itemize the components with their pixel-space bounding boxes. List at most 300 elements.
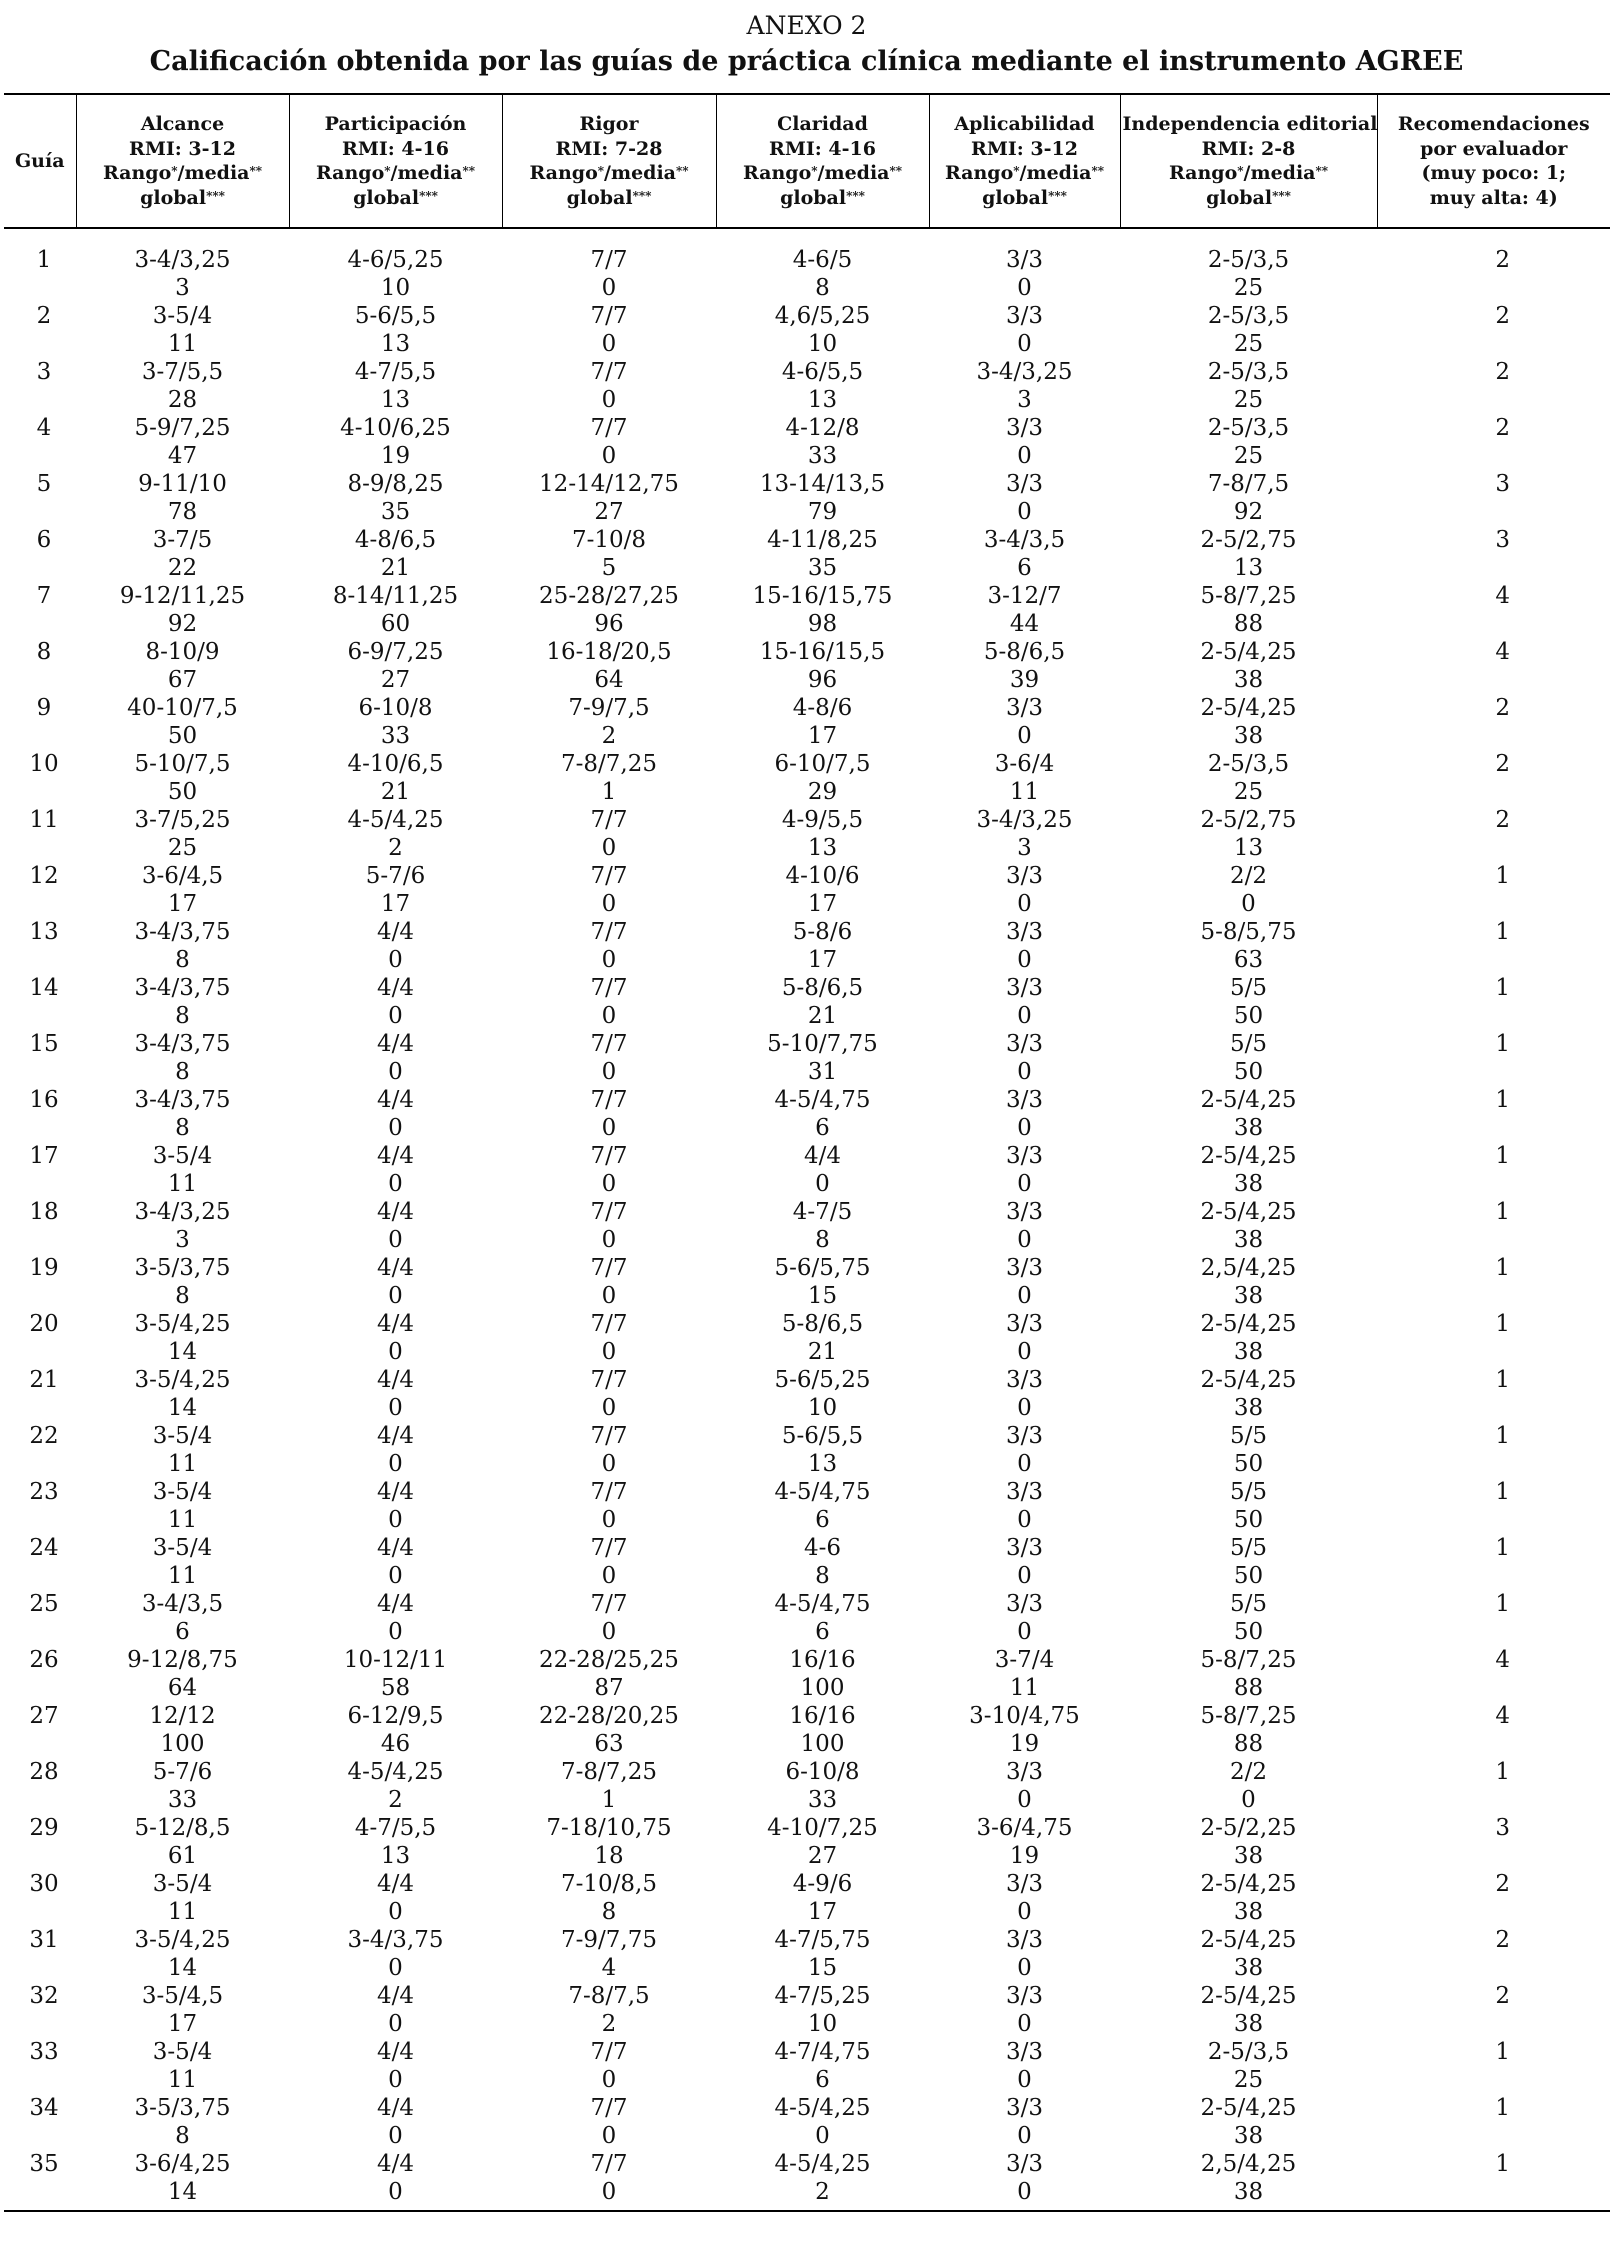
independencia-global: 38 bbox=[1233, 1899, 1264, 1925]
aplicabilidad-global: 44 bbox=[1009, 611, 1040, 637]
cell-claridad bbox=[716, 750, 929, 806]
cell-aplicabilidad bbox=[929, 1926, 1120, 1982]
cell-participacion bbox=[289, 1590, 502, 1646]
cell-rigor bbox=[502, 974, 716, 1030]
cell-participacion bbox=[289, 2150, 502, 2211]
participacion-global: 21 bbox=[380, 555, 411, 581]
cell-alcance bbox=[76, 1478, 289, 1534]
rigor-range-mean: 7/7 bbox=[590, 1143, 628, 1169]
participacion-global: 0 bbox=[388, 1395, 403, 1421]
aplicabilidad-range-mean: 3/3 bbox=[1005, 415, 1043, 441]
cell-rigor bbox=[502, 1422, 716, 1478]
cell-independencia bbox=[1120, 302, 1377, 358]
table-title: Calificación obtenida por las guías de práctica clínica mediante el instrumento AGREE bbox=[149, 46, 1464, 77]
rigor-range-mean: 7/7 bbox=[590, 1087, 628, 1113]
cell-aplicabilidad bbox=[929, 302, 1120, 358]
cell-aplicabilidad bbox=[929, 638, 1120, 694]
cell-aplicabilidad bbox=[929, 414, 1120, 470]
cell-alcance bbox=[76, 1870, 289, 1926]
guia-number: 2 bbox=[36, 303, 52, 329]
cell-independencia bbox=[1120, 1254, 1377, 1310]
participacion-range-mean: 4/4 bbox=[376, 2151, 414, 2177]
cell-independencia bbox=[1120, 526, 1377, 582]
cell-claridad bbox=[716, 1142, 929, 1198]
alcance-global: 8 bbox=[175, 1003, 190, 1029]
participacion-range-mean: 4/4 bbox=[376, 1535, 414, 1561]
cell-independencia bbox=[1120, 1590, 1377, 1646]
rigor-global: 2 bbox=[601, 2011, 617, 2037]
alcance-range-mean: 40-10/7,5 bbox=[127, 695, 238, 721]
claridad-range-mean: 6-10/7,5 bbox=[774, 751, 871, 777]
table-row bbox=[4, 1534, 1610, 1590]
alcance-global: 8 bbox=[175, 1059, 190, 1085]
cell-aplicabilidad bbox=[929, 228, 1120, 302]
cell-claridad bbox=[716, 1646, 929, 1702]
alcance-global: 33 bbox=[167, 1787, 198, 1813]
alcance-global: 3 bbox=[175, 1227, 190, 1253]
alcance-range-mean: 3-5/4 bbox=[152, 1479, 213, 1505]
independencia-global: 88 bbox=[1233, 1675, 1264, 1701]
participacion-range-mean: 10-12/11 bbox=[343, 1647, 448, 1673]
cell-aplicabilidad bbox=[929, 2094, 1120, 2150]
rigor-range-mean: 7-8/7,25 bbox=[561, 1759, 657, 1785]
independencia-global: 38 bbox=[1233, 723, 1264, 749]
table-row bbox=[4, 1366, 1610, 1422]
aplicabilidad-global: 3 bbox=[1017, 387, 1032, 413]
cell-alcance bbox=[76, 1198, 289, 1254]
rigor-range-mean: 7-10/8,5 bbox=[561, 1871, 657, 1897]
cell-aplicabilidad bbox=[929, 1254, 1120, 1310]
cell-alcance bbox=[76, 302, 289, 358]
aplicabilidad-range-mean: 3/3 bbox=[1005, 1143, 1043, 1169]
header-line: Rango*/media** bbox=[529, 162, 689, 184]
alcance-range-mean: 5-12/8,5 bbox=[134, 1815, 231, 1841]
alcance-range-mean: 3-5/3,75 bbox=[134, 1255, 231, 1281]
cell-claridad bbox=[716, 582, 929, 638]
independencia-range-mean: 2-5/3,5 bbox=[1207, 415, 1290, 441]
table-row bbox=[4, 2094, 1610, 2150]
aplicabilidad-range-mean: 3/3 bbox=[1005, 975, 1043, 1001]
aplicabilidad-global: 0 bbox=[1017, 2011, 1032, 2037]
claridad-global: 79 bbox=[807, 499, 838, 525]
cell-alcance bbox=[76, 750, 289, 806]
independencia-global: 50 bbox=[1233, 1619, 1264, 1645]
cell-independencia bbox=[1120, 1478, 1377, 1534]
cell-recomendaciones: 1 bbox=[1495, 1199, 1510, 1225]
claridad-global: 21 bbox=[807, 1339, 838, 1365]
guia-number: 34 bbox=[29, 2095, 59, 2121]
table-row bbox=[4, 694, 1610, 750]
cell-rigor bbox=[502, 1030, 716, 1086]
guia-number: 14 bbox=[29, 975, 59, 1001]
independencia-global: 50 bbox=[1233, 1507, 1264, 1533]
rigor-global: 0 bbox=[601, 835, 617, 861]
cell-claridad bbox=[716, 638, 929, 694]
alcance-global: 47 bbox=[167, 443, 198, 469]
independencia-global: 38 bbox=[1233, 1171, 1264, 1197]
claridad-global: 0 bbox=[815, 2123, 830, 2149]
alcance-global: 67 bbox=[167, 667, 198, 693]
rigor-range-mean: 25-28/27,25 bbox=[539, 583, 679, 609]
claridad-range-mean: 5-10/7,75 bbox=[767, 1031, 878, 1057]
cell-independencia bbox=[1120, 694, 1377, 750]
cell-aplicabilidad bbox=[929, 1870, 1120, 1926]
independencia-range-mean: 2,5/4,25 bbox=[1200, 1255, 1297, 1281]
rigor-range-mean: 7-8/7,25 bbox=[561, 751, 657, 777]
participacion-global: 0 bbox=[388, 1451, 403, 1477]
cell-recomendaciones: 1 bbox=[1495, 1311, 1510, 1337]
cell-participacion bbox=[289, 1142, 502, 1198]
independencia-range-mean: 5-8/7,25 bbox=[1200, 1647, 1297, 1673]
cell-claridad bbox=[716, 1982, 929, 2038]
cell-independencia bbox=[1120, 1030, 1377, 1086]
aplicabilidad-range-mean: 3/3 bbox=[1005, 1367, 1043, 1393]
claridad-range-mean: 4-8/6 bbox=[792, 695, 853, 721]
claridad-range-mean: 5-8/6,5 bbox=[781, 975, 864, 1001]
cell-rigor bbox=[502, 1366, 716, 1422]
table-row bbox=[4, 228, 1610, 302]
cell-claridad bbox=[716, 974, 929, 1030]
header-line: Rango*/media** bbox=[944, 162, 1105, 184]
cell-alcance bbox=[76, 974, 289, 1030]
cell-rigor bbox=[502, 862, 716, 918]
cell-alcance bbox=[76, 470, 289, 526]
cell-aplicabilidad bbox=[929, 806, 1120, 862]
rigor-global: 0 bbox=[601, 2179, 617, 2205]
cell-claridad bbox=[716, 2038, 929, 2094]
claridad-global: 10 bbox=[807, 2011, 838, 2037]
rigor-range-mean: 7/7 bbox=[590, 863, 628, 889]
participacion-global: 0 bbox=[388, 1059, 403, 1085]
rigor-global: 0 bbox=[601, 1395, 617, 1421]
alcance-range-mean: 5-10/7,5 bbox=[134, 751, 231, 777]
cell-rigor bbox=[502, 1590, 716, 1646]
participacion-range-mean: 6-12/9,5 bbox=[347, 1703, 444, 1729]
cell-rigor bbox=[502, 806, 716, 862]
participacion-range-mean: 4/4 bbox=[376, 1983, 414, 2009]
cell-aplicabilidad bbox=[929, 2150, 1120, 2211]
independencia-global: 88 bbox=[1233, 1731, 1264, 1757]
cell-participacion bbox=[289, 1534, 502, 1590]
cell-participacion bbox=[289, 228, 502, 302]
participacion-range-mean: 4-7/5,5 bbox=[354, 1815, 437, 1841]
rigor-range-mean: 22-28/25,25 bbox=[539, 1647, 679, 1673]
cell-recomendaciones: 4 bbox=[1495, 583, 1510, 609]
claridad-global: 33 bbox=[807, 1787, 838, 1813]
claridad-range-mean: 13-14/13,5 bbox=[759, 471, 886, 497]
cell-alcance bbox=[76, 228, 289, 302]
claridad-global: 17 bbox=[807, 947, 838, 973]
claridad-range-mean: 4/4 bbox=[803, 1143, 841, 1169]
cell-recomendaciones: 1 bbox=[1495, 1031, 1510, 1057]
rigor-range-mean: 7/7 bbox=[590, 2039, 628, 2065]
independencia-range-mean: 2-5/2,75 bbox=[1200, 807, 1297, 833]
guia-number: 19 bbox=[29, 1255, 59, 1281]
cell-rigor bbox=[502, 358, 716, 414]
independencia-global: 25 bbox=[1233, 2067, 1264, 2093]
claridad-range-mean: 4-5/4,75 bbox=[774, 1479, 871, 1505]
table-row bbox=[4, 470, 1610, 526]
header-line: RMI: 7-28 bbox=[555, 137, 663, 160]
aplicabilidad-global: 0 bbox=[1017, 1563, 1032, 1589]
cell-participacion bbox=[289, 1758, 502, 1814]
cell-recomendaciones: 4 bbox=[1495, 639, 1510, 665]
cell-rigor bbox=[502, 1926, 716, 1982]
aplicabilidad-global: 0 bbox=[1017, 1451, 1032, 1477]
cell-alcance bbox=[76, 694, 289, 750]
aplicabilidad-range-mean: 3/3 bbox=[1005, 1759, 1043, 1785]
independencia-global: 38 bbox=[1233, 1395, 1264, 1421]
rigor-global: 0 bbox=[601, 1283, 617, 1309]
independencia-range-mean: 2-5/4,25 bbox=[1200, 1311, 1297, 1337]
independencia-range-mean: 2-5/3,5 bbox=[1207, 2039, 1290, 2065]
header-rigor bbox=[502, 94, 716, 228]
rigor-global: 0 bbox=[601, 1227, 617, 1253]
independencia-global: 38 bbox=[1233, 667, 1264, 693]
cell-participacion bbox=[289, 1198, 502, 1254]
alcance-global: 22 bbox=[167, 555, 198, 581]
table-row bbox=[4, 918, 1610, 974]
independencia-range-mean: 7-8/7,5 bbox=[1207, 471, 1290, 497]
alcance-range-mean: 3-5/4 bbox=[152, 1423, 213, 1449]
participacion-range-mean: 4/4 bbox=[376, 1479, 414, 1505]
alcance-range-mean: 3-4/3,25 bbox=[134, 247, 231, 273]
aplicabilidad-range-mean: 5-8/6,5 bbox=[983, 639, 1066, 665]
claridad-global: 31 bbox=[807, 1059, 838, 1085]
independencia-global: 50 bbox=[1233, 1059, 1264, 1085]
rigor-global: 0 bbox=[601, 1059, 617, 1085]
claridad-range-mean: 5-6/5,5 bbox=[781, 1423, 864, 1449]
alcance-range-mean: 3-5/4 bbox=[152, 1143, 213, 1169]
cell-recomendaciones: 2 bbox=[1495, 1983, 1510, 2009]
rigor-range-mean: 12-14/12,75 bbox=[539, 471, 679, 497]
rigor-global: 1 bbox=[601, 779, 617, 805]
alcance-global: 8 bbox=[175, 1115, 190, 1141]
cell-rigor bbox=[502, 582, 716, 638]
independencia-global: 63 bbox=[1233, 947, 1264, 973]
rigor-global: 0 bbox=[601, 1507, 617, 1533]
participacion-range-mean: 4/4 bbox=[376, 919, 414, 945]
aplicabilidad-range-mean: 3-10/4,75 bbox=[969, 1703, 1080, 1729]
aplicabilidad-global: 0 bbox=[1017, 2179, 1032, 2205]
aplicabilidad-range-mean: 3-12/7 bbox=[987, 583, 1062, 609]
independencia-range-mean: 5/5 bbox=[1229, 1479, 1267, 1505]
guia-number: 27 bbox=[29, 1703, 59, 1729]
header-line: global*** bbox=[1206, 186, 1291, 209]
cell-independencia bbox=[1120, 918, 1377, 974]
claridad-range-mean: 5-6/5,75 bbox=[774, 1255, 871, 1281]
rigor-global: 2 bbox=[601, 723, 617, 749]
annex-label: ANEXO 2 bbox=[746, 11, 867, 40]
cell-claridad bbox=[716, 2150, 929, 2211]
independencia-range-mean: 2-5/4,25 bbox=[1200, 1367, 1297, 1393]
alcance-range-mean: 9-12/11,25 bbox=[119, 583, 246, 609]
rigor-global: 64 bbox=[594, 667, 624, 693]
cell-independencia bbox=[1120, 974, 1377, 1030]
guia-number: 3 bbox=[36, 359, 52, 385]
participacion-range-mean: 4/4 bbox=[376, 1255, 414, 1281]
independencia-range-mean: 5/5 bbox=[1229, 1423, 1267, 1449]
claridad-range-mean: 4-6 bbox=[803, 1535, 842, 1561]
claridad-global: 6 bbox=[815, 1619, 830, 1645]
guia-number: 26 bbox=[29, 1647, 59, 1673]
cell-claridad bbox=[716, 302, 929, 358]
participacion-range-mean: 4/4 bbox=[376, 1031, 414, 1057]
independencia-global: 38 bbox=[1233, 1339, 1264, 1365]
alcance-range-mean: 9-11/10 bbox=[138, 471, 227, 497]
claridad-global: 27 bbox=[807, 1843, 838, 1869]
cell-claridad bbox=[716, 1086, 929, 1142]
aplicabilidad-global: 0 bbox=[1017, 1283, 1032, 1309]
cell-recomendaciones: 1 bbox=[1495, 1255, 1510, 1281]
cell-claridad bbox=[716, 526, 929, 582]
cell-recomendaciones: 1 bbox=[1495, 1591, 1510, 1617]
rigor-global: 0 bbox=[601, 947, 617, 973]
table-row bbox=[4, 2038, 1610, 2094]
claridad-global: 21 bbox=[807, 1003, 838, 1029]
rigor-global: 87 bbox=[594, 1675, 624, 1701]
cell-recomendaciones: 1 bbox=[1495, 975, 1510, 1001]
cell-participacion bbox=[289, 1926, 502, 1982]
guia-number: 35 bbox=[4, 2150, 76, 2211]
cell-claridad bbox=[716, 1310, 929, 1366]
alcance-range-mean: 3-6/4,25 bbox=[134, 2151, 231, 2177]
cell-alcance bbox=[76, 1646, 289, 1702]
participacion-range-mean: 4/4 bbox=[376, 1871, 414, 1897]
rigor-range-mean: 7/7 bbox=[590, 1367, 628, 1393]
independencia-global: 38 bbox=[1233, 1955, 1264, 1981]
claridad-global: 13 bbox=[807, 387, 838, 413]
alcance-global: 78 bbox=[167, 499, 198, 525]
participacion-global: 0 bbox=[388, 2123, 403, 2149]
cell-alcance bbox=[76, 1422, 289, 1478]
participacion-range-mean: 5-7/6 bbox=[365, 863, 426, 889]
cell-alcance bbox=[76, 2150, 289, 2211]
aplicabilidad-global: 0 bbox=[1017, 1619, 1032, 1645]
rigor-global: 8 bbox=[601, 1899, 617, 1925]
independencia-range-mean: 5/5 bbox=[1229, 1031, 1267, 1057]
cell-claridad bbox=[716, 1814, 929, 1870]
table-row bbox=[4, 1310, 1610, 1366]
alcance-range-mean: 3-4/3,75 bbox=[134, 919, 231, 945]
alcance-global: 14 bbox=[167, 1955, 198, 1981]
cell-rigor bbox=[502, 750, 716, 806]
rigor-global: 0 bbox=[601, 1451, 617, 1477]
cell-alcance bbox=[76, 1254, 289, 1310]
participacion-global: 2 bbox=[388, 1787, 403, 1813]
independencia-range-mean: 2-5/3,5 bbox=[1207, 247, 1290, 273]
rigor-global: 27 bbox=[594, 499, 624, 525]
claridad-range-mean: 4-9/6 bbox=[792, 1871, 853, 1897]
rigor-range-mean: 7/7 bbox=[590, 2095, 628, 2121]
claridad-global: 13 bbox=[807, 835, 838, 861]
cell-alcance bbox=[76, 1926, 289, 1982]
guia-number: 33 bbox=[29, 2039, 59, 2065]
header-line: Rango*/media** bbox=[315, 162, 476, 184]
independencia-range-mean: 2-5/3,5 bbox=[1207, 303, 1290, 329]
guia-number: 25 bbox=[29, 1591, 59, 1617]
header-aplicabilidad bbox=[929, 94, 1120, 228]
participacion-global: 60 bbox=[380, 611, 411, 637]
alcance-global: 11 bbox=[167, 1171, 198, 1197]
aplicabilidad-range-mean: 3-4/3,25 bbox=[976, 359, 1073, 385]
alcance-range-mean: 3-5/3,75 bbox=[134, 2095, 231, 2121]
rigor-range-mean: 7/7 bbox=[590, 919, 628, 945]
rigor-range-mean: 7/7 bbox=[590, 1479, 628, 1505]
aplicabilidad-range-mean: 3/3 bbox=[1005, 1199, 1043, 1225]
rigor-range-mean: 7/7 bbox=[590, 1311, 628, 1337]
independencia-range-mean: 2-5/4,25 bbox=[1200, 1199, 1297, 1225]
table-row bbox=[4, 1870, 1610, 1926]
cell-independencia bbox=[1120, 1702, 1377, 1758]
header-line: global*** bbox=[140, 186, 225, 209]
header-line: Recomendaciones bbox=[1397, 113, 1590, 135]
cell-participacion bbox=[289, 918, 502, 974]
rigor-range-mean: 16-18/20,5 bbox=[546, 639, 672, 665]
alcance-global: 11 bbox=[167, 1563, 198, 1589]
guia-number: 23 bbox=[29, 1479, 59, 1505]
table-row bbox=[4, 1030, 1610, 1086]
participacion-global: 13 bbox=[380, 331, 411, 357]
aplicabilidad-global: 11 bbox=[1009, 1675, 1040, 1701]
claridad-range-mean: 4-5/4,75 bbox=[774, 1591, 871, 1617]
cell-aplicabilidad bbox=[929, 1982, 1120, 2038]
alcance-range-mean: 8-10/9 bbox=[145, 639, 220, 665]
cell-aplicabilidad bbox=[929, 862, 1120, 918]
cell-aplicabilidad bbox=[929, 694, 1120, 750]
rigor-global: 0 bbox=[601, 331, 617, 357]
independencia-global: 0 bbox=[1241, 891, 1256, 917]
independencia-global: 50 bbox=[1233, 1003, 1264, 1029]
independencia-range-mean: 2-5/3,5 bbox=[1207, 359, 1290, 385]
rigor-global: 0 bbox=[601, 2067, 617, 2093]
alcance-global: 64 bbox=[167, 1675, 198, 1701]
cell-rigor bbox=[502, 1646, 716, 1702]
independencia-range-mean: 2-5/2,25 bbox=[1200, 1815, 1297, 1841]
participacion-global: 0 bbox=[388, 2067, 403, 2093]
aplicabilidad-range-mean: 3/3 bbox=[1005, 1479, 1043, 1505]
independencia-global: 0 bbox=[1241, 1787, 1256, 1813]
cell-aplicabilidad bbox=[929, 1646, 1120, 1702]
guia-number: 22 bbox=[29, 1423, 59, 1449]
alcance-global: 8 bbox=[175, 947, 190, 973]
rigor-global: 0 bbox=[601, 1563, 617, 1589]
claridad-global: 10 bbox=[807, 331, 838, 357]
participacion-global: 19 bbox=[380, 443, 411, 469]
participacion-global: 0 bbox=[388, 1283, 403, 1309]
cell-participacion bbox=[289, 1982, 502, 2038]
aplicabilidad-global: 0 bbox=[1017, 2123, 1032, 2149]
aplicabilidad-range-mean: 3/3 bbox=[1005, 919, 1043, 945]
cell-alcance bbox=[76, 2094, 289, 2150]
claridad-global: 17 bbox=[807, 891, 838, 917]
alcance-global: 11 bbox=[167, 1507, 198, 1533]
cell-recomendaciones: 2 bbox=[1495, 1927, 1510, 1953]
header-line: RMI: 4-16 bbox=[342, 137, 449, 160]
rigor-global: 0 bbox=[601, 891, 617, 917]
independencia-range-mean: 2,5/4,25 bbox=[1200, 2151, 1297, 2177]
participacion-global: 0 bbox=[388, 1115, 403, 1141]
cell-participacion bbox=[289, 1254, 502, 1310]
participacion-global: 17 bbox=[380, 891, 411, 917]
claridad-range-mean: 4-10/7,25 bbox=[767, 1815, 878, 1841]
alcance-global: 50 bbox=[167, 779, 198, 805]
cell-recomendaciones: 3 bbox=[1495, 527, 1510, 553]
claridad-range-mean: 15-16/15,5 bbox=[759, 639, 886, 665]
participacion-range-mean: 4/4 bbox=[376, 1367, 414, 1393]
cell-alcance bbox=[76, 1310, 289, 1366]
claridad-global: 100 bbox=[800, 1731, 845, 1757]
